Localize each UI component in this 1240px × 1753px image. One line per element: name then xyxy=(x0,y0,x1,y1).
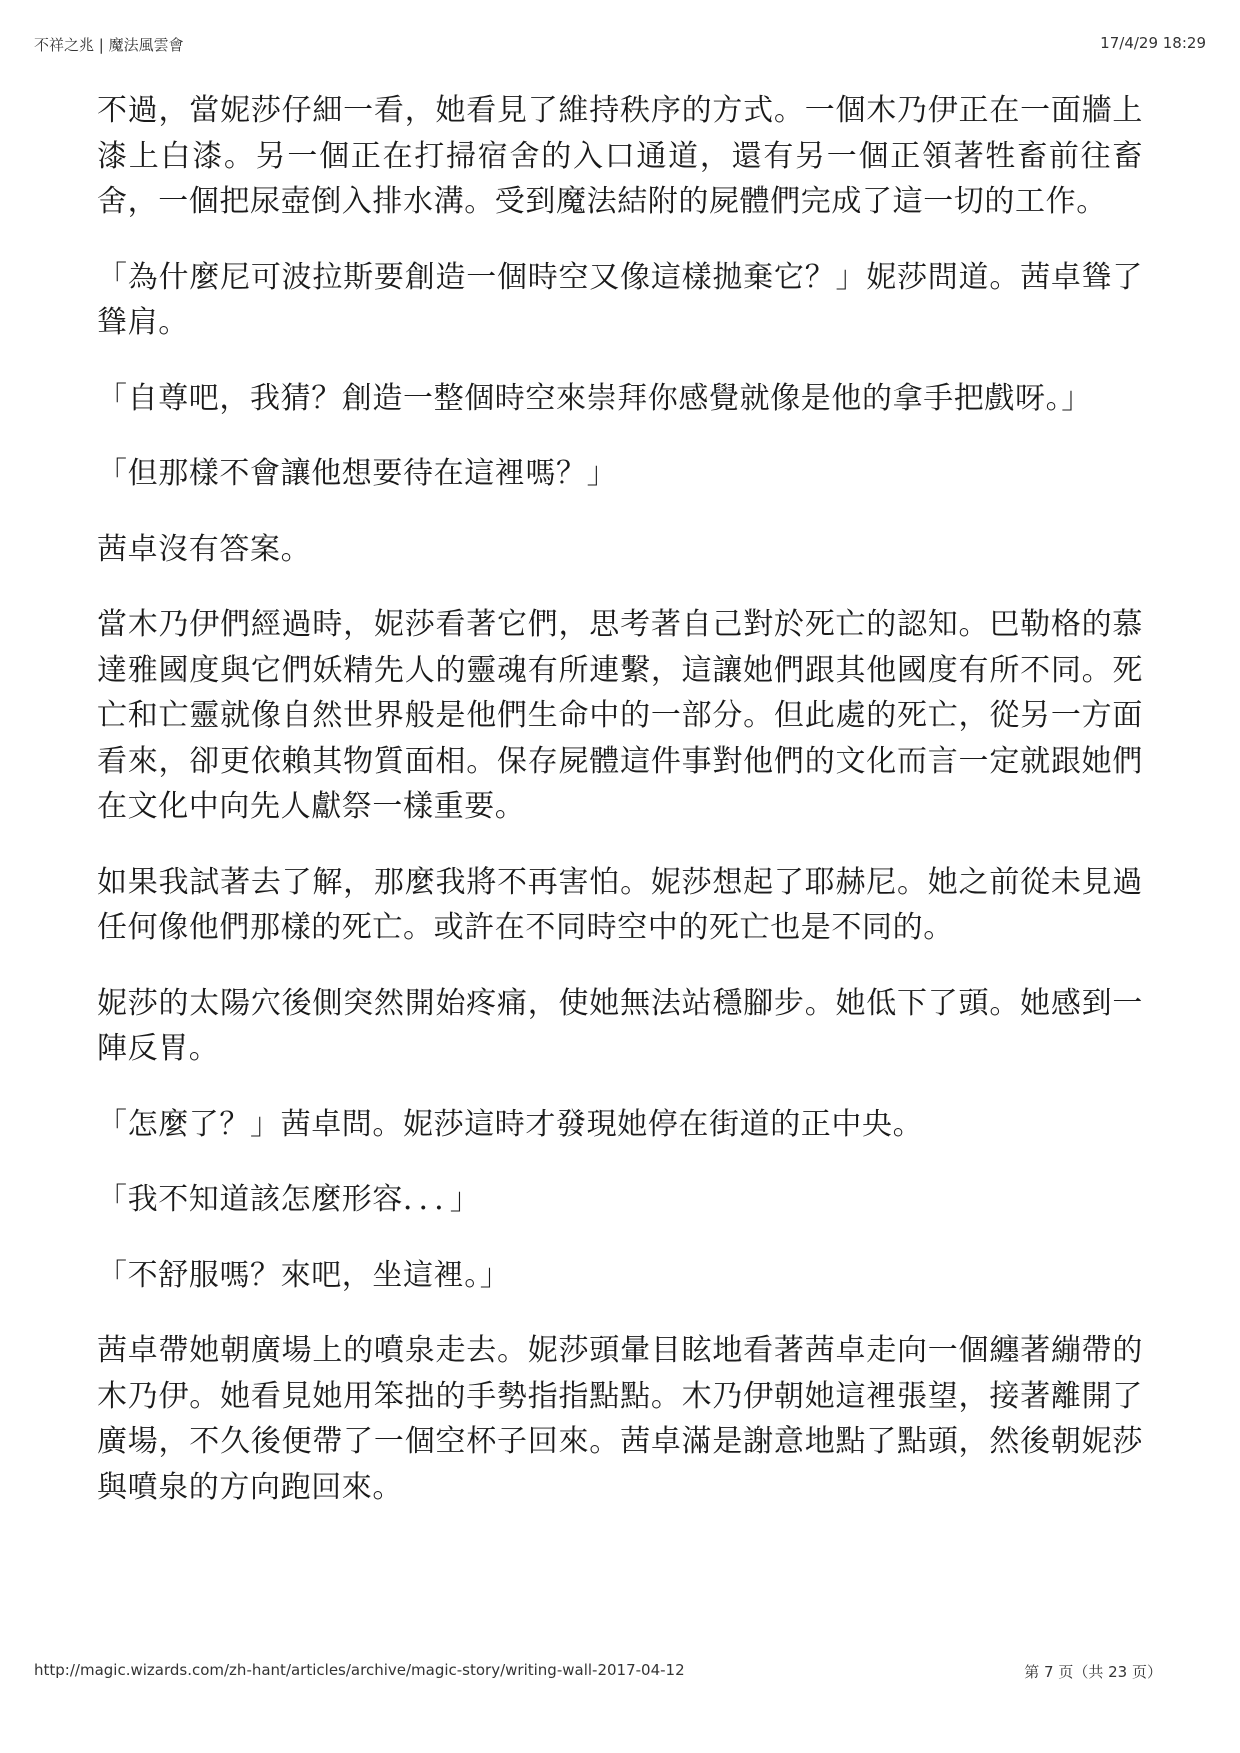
print-footer xyxy=(34,1661,1206,1681)
page-title: 不祥之兆 | 魔法風雲會 xyxy=(34,36,184,54)
paragraph: 「但那樣不會讓他想要待在這裡嗎？」 xyxy=(97,456,618,491)
paragraph: 「怎麼了？」茜卓問。妮莎這時才發現她停在街道的正中央。 xyxy=(97,1106,924,1142)
paragraph: 「我不知道該怎麼形容．．．」 xyxy=(97,1182,481,1217)
paragraph: 如果我試著去了解，那麼我將不再害怕。妮莎想起了耶赫尼。她之前從未見過任何像他們那樣的死亡。或許在不同時空中的死亡也是不同的。 xyxy=(97,864,1143,945)
paragraph: 「自尊吧，我猜？創造一整個時空來崇拜你感覺就像是他的拿手把戲呀。」 xyxy=(97,380,1092,416)
print-header xyxy=(34,34,1206,54)
print-timestamp: 17/4/29 18:29 xyxy=(1100,34,1206,52)
page-number: 第 7 页（共 23 页） xyxy=(1024,1663,1162,1681)
paragraph: 茜卓帶她朝廣場上的噴泉走去。妮莎頭暈目眩地看著茜卓走向一個纏著繃帶的木乃伊。她看見她用笨拙的手勢指指點點。木乃伊朝她這裡張望，接著離開了廣場，不久後便帶了一個空杯子回來。茜卓滿是謝意地點了點頭，然後朝妮莎與噴泉的方向跑回來。 xyxy=(97,1333,1143,1505)
paragraph: 茜卓沒有答案。 xyxy=(97,531,312,567)
paragraph: 妮莎的太陽穴後側突然開始疼痛，使她無法站穩腳步。她低下了頭。她感到一陣反胃。 xyxy=(97,985,1143,1066)
paragraph: 「不舒服嗎？來吧，坐這裡。」 xyxy=(97,1257,511,1293)
paragraph: 「為什麼尼可波拉斯要創造一個時空又像這樣拋棄它？」妮莎問道。茜卓聳了聳肩。 xyxy=(97,259,1143,340)
paragraph: 不過，當妮莎仔細一看，她看見了維持秩序的方式。一個木乃伊正在一面牆上漆上白漆。另一個正在打掃宿舍的入口通道，還有另一個正領著牲畜前往畜舍，一個把尿壺倒入排水溝。受到魔法結附的屍體們完成了這一切的工作。 xyxy=(97,93,1143,219)
page-url: http://magic.wizards.com/zh-hant/articles/archive/magic-story/writing-wall-2017-04-12 xyxy=(34,1661,685,1679)
article-body xyxy=(97,88,1143,1540)
paragraph: 當木乃伊們經過時，妮莎看著它們，思考著自己對於死亡的認知。巴勒格的慕達雅國度與它們妖精先人的靈魂有所連繫，這讓她們跟其他國度有所不同。死亡和亡靈就像自然世界般是他們生命中的一部分。但此處的死亡，從另一方面看來，卻更依賴其物質面相。保存屍體這件事對他們的文化而言一定就跟她們在文化中向先人獻祭一樣重要。 xyxy=(97,607,1143,824)
